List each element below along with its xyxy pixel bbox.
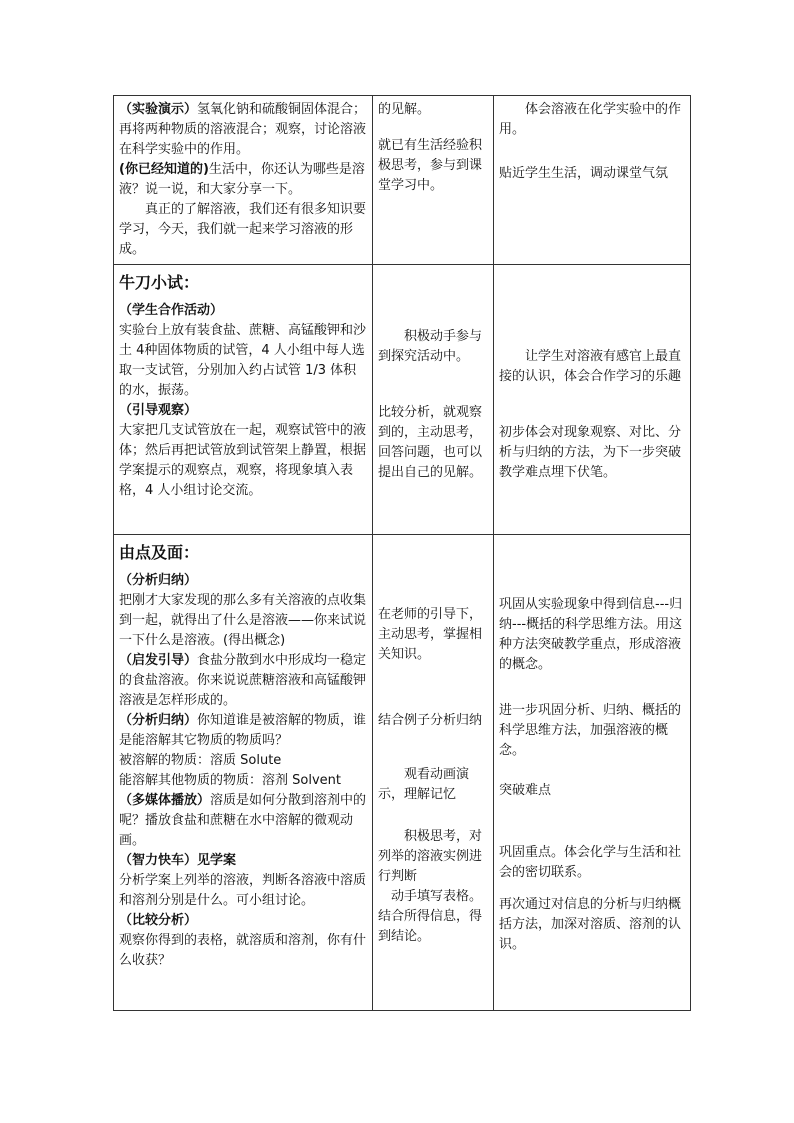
table-row [114,265,691,535]
paragraph: 实验台上放有装食盐、蔗糖、高锰酸钾和沙土 4种固体物质的试管，4 人小组中每人选取一支试管，分别加入约占试管 1/3 体积的水，振荡。 [119,323,367,398]
paragraph: 突破难点 [499,783,552,798]
paragraph: 把刚才大家发现的那么多有关溶液的点收集到一起，就得出了什么是溶液——你来试说一下什么是溶液。(得出概念) [119,593,367,648]
activity-label: (你已经知道的) [119,162,209,177]
paragraph: 比较分析，就观察到的，主动思考，回答问题，也可以提出自己的见解。 [378,405,483,480]
paragraph: 体会溶液在化学实验中的作用。 [499,102,682,137]
paragraph: 被溶解的物质：溶质 Solute [119,753,282,768]
paragraph: 积极思考，对列举的溶液实例进行判断 [378,829,483,884]
activity-text: 生活中，你还认为哪些是溶液？说一说，和大家分享一下。 [119,162,365,197]
paragraph: 让学生对溶液有感官上最直接的认识，体会合作学习的乐趣 [499,349,682,384]
section-title: 牛刀小试： [119,273,200,292]
table-row [114,96,691,265]
paragraph: 动手填写表格。结合所得信息，得到结论。 [378,889,483,944]
activity-label: （分析归纳） [119,573,198,588]
design-intent-cell [494,96,691,265]
paragraph: 大家把几支试管放在一起，观察试管中的液体；然后再把试管放到试管架上静置，根据学案提示的观察点，观察，将现象填入表格，4 人小组讨论交流。 [119,423,367,498]
paragraph: 能溶解其他物质的物质：溶剂 Solvent [119,773,341,788]
activity-label: （分析归纳） [119,713,198,728]
paragraph: 初步体会对现象观察、对比、分析与归纳的方法，为下一步突破教学难点埋下伏笔。 [499,425,682,480]
paragraph: 观看动画演示，理解记忆 [378,767,470,802]
activity-text: 食盐分散到水中形成均一稳定的食盐溶液。你来说说蔗糖溶液和高锰酸钾溶液是怎样形成的。 [119,653,367,708]
paragraph: 真正的了解溶液，我们还有很多知识要学习，今天，我们就一起来学习溶液的形成。 [119,202,367,257]
paragraph: 在老师的引导下，主动思考，掌握相关知识。 [378,607,483,662]
activity-text: 氢氧化钠和硫酸铜固体混合；再将两种物质的溶液混合；观察，讨论溶液在科学实验中的作用。 [119,102,367,157]
teacher-activity-cell [114,265,373,535]
table-row [114,535,691,1011]
paragraph: 观察你得到的表格，就溶质和溶剂，你有什么收获？ [119,933,367,968]
paragraph [119,100,367,160]
paragraph: 巩固从实验现象中得到信息---归纳---概括的科学思维方法。用这种方法突破教学重点，形成溶液的概念。 [499,597,683,672]
paragraph [119,651,367,711]
activity-label: （引导观察） [119,403,198,418]
activity-label: （比较分析） [119,913,198,928]
activity-label: （智力快车）见学案 [119,853,237,868]
paragraph: 结合例子分析归纳 [378,713,483,728]
activity-label: （多媒体播放） [119,793,211,808]
student-activity-cell [373,265,494,535]
activity-label: （启发引导） [119,653,198,668]
paragraph: 贴近学生生活，调动课堂气氛 [499,166,669,181]
student-activity-cell [373,96,494,265]
activity-label: （实验演示） [119,102,198,117]
paragraph [119,791,367,851]
activity-text: 你知道谁是被溶解的物质，谁是能溶解其它物质的物质吗？ [119,713,367,748]
activity-text: 溶质是如何分散到溶剂中的呢？播放食盐和蔗糖在水中溶解的微观动画。 [119,793,367,848]
paragraph: 分析学案上列举的溶液，判断各溶液中溶质和溶剂分别是什么。可小组讨论。 [119,873,367,908]
teacher-activity-cell [114,535,373,1011]
design-intent-cell [494,265,691,535]
paragraph [119,711,367,751]
student-activity-cell [373,535,494,1011]
paragraph: 就已有生活经验积极思考，参与到课堂学习中。 [378,138,483,193]
design-intent-cell [494,535,691,1011]
paragraph: 进一步巩固分析、归纳、概括的科学思维方法，加强溶液的概念。 [499,703,682,758]
activity-label: （学生合作活动） [119,303,224,318]
section-title: 由点及面： [119,543,200,562]
lesson-plan-table [113,95,691,1011]
paragraph: 巩固重点。体会化学与生活和社会的密切联系。 [499,845,682,880]
teacher-activity-cell [114,96,373,265]
paragraph: 积极动手参与到探究活动中。 [378,329,483,364]
paragraph: 再次通过对信息的分析与归纳概括方法，加深对溶质、溶剂的认识。 [499,897,682,952]
paragraph [119,160,367,200]
paragraph: 的见解。 [378,102,431,117]
